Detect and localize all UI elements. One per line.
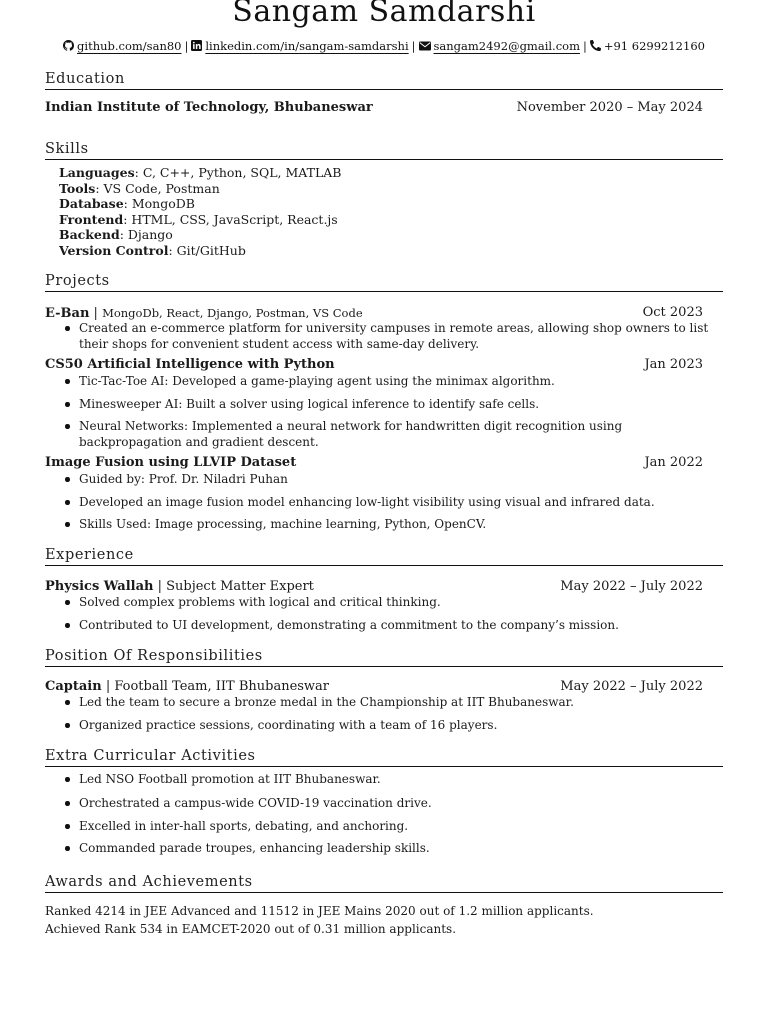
list-item: Led NSO Football promotion at IIT Bhubaneswar. bbox=[65, 771, 723, 787]
envelope-icon bbox=[419, 41, 431, 51]
projects-section bbox=[45, 272, 723, 292]
institution: Indian Institute of Technology, Bhubaneswar bbox=[45, 100, 373, 115]
contact-separator: | bbox=[411, 39, 416, 53]
project-tech: MongoDb, React, Django, Postman, VS Code bbox=[102, 306, 363, 320]
section-title: Skills bbox=[45, 140, 723, 160]
list-item: Excelled in inter-hall sports, debating, and anchoring. bbox=[65, 818, 723, 834]
section-title: Education bbox=[45, 70, 723, 90]
awards-section bbox=[45, 873, 723, 893]
list-item: Led the team to secure a bronze medal in the Championship at IIT Bhubaneswar. bbox=[65, 694, 723, 710]
project-name: Image Fusion using LLVIP Dataset bbox=[45, 455, 297, 470]
list-item: Commanded parade troupes, enhancing leadership skills. bbox=[65, 840, 723, 856]
experience-entry: Physics Wallah | Subject Matter Expert May 2022 – July 2022 bbox=[45, 579, 703, 594]
list-item: Tic-Tac-Toe AI: Developed a game-playing agent using the minimax algorithm. bbox=[65, 373, 723, 389]
list-item: Developed an image fusion model enhancing low-light visibility using visual and infrared data. bbox=[65, 494, 723, 510]
list-item: Organized practice sessions, coordinating with a team of 16 players. bbox=[65, 717, 723, 733]
section-title: Extra Curricular Activities bbox=[45, 747, 723, 767]
section-title: Experience bbox=[45, 546, 723, 566]
responsibilities-section bbox=[45, 647, 723, 667]
list-item: Skills Used: Image processing, machine learning, Python, OpenCV. bbox=[65, 516, 723, 532]
skill-line: Languages: C, C++, Python, SQL, MATLAB bbox=[59, 165, 342, 180]
award-line: Ranked 4214 in JEE Advanced and 11512 in JEE Mains 2020 out of 1.2 million applicants. bbox=[45, 904, 594, 918]
experience-section bbox=[45, 546, 723, 566]
education-entry bbox=[45, 100, 703, 116]
contact-separator: | bbox=[184, 39, 189, 53]
project-name: E-Ban bbox=[45, 306, 90, 321]
resume-page bbox=[45, 0, 723, 1024]
award-line: Achieved Rank 534 in EAMCET-2020 out of 0.31 million applicants. bbox=[45, 922, 457, 936]
project-date: Jan 2023 bbox=[644, 357, 703, 372]
extracurricular-section bbox=[45, 747, 723, 767]
project-heading bbox=[45, 357, 703, 373]
skills-section bbox=[45, 140, 723, 160]
project-heading bbox=[45, 455, 703, 471]
linkedin-icon bbox=[191, 40, 202, 51]
responsibility-entry: Captain | Football Team, IIT Bhubaneswar May 2022 – July 2022 bbox=[45, 679, 703, 694]
phone-icon bbox=[590, 40, 601, 51]
education-section bbox=[45, 70, 723, 90]
contact-separator: | bbox=[582, 39, 587, 53]
list-item: Created an e-commerce platform for university campuses in remote areas, allowing shop owners to list their shops for convenient student access with same-day delivery. bbox=[65, 320, 723, 352]
candidate-name: Sangam Samdarshi bbox=[232, 0, 536, 29]
skill-line: Tools: VS Code, Postman bbox=[59, 180, 220, 196]
project-name: CS50 Artificial Intelligence with Python bbox=[45, 357, 335, 372]
experience-dates: May 2022 – July 2022 bbox=[560, 579, 703, 594]
project-date: Oct 2023 bbox=[642, 305, 703, 320]
list-item: Orchestrated a campus-wide COVID-19 vaccination drive. bbox=[65, 795, 723, 811]
project-heading: E-Ban | MongoDb, React, Django, Postman, VS Code Oct 2023 bbox=[45, 305, 703, 321]
list-item: Contributed to UI development, demonstrating a commitment to the company’s mission. bbox=[65, 617, 723, 633]
responsibility-dates: May 2022 – July 2022 bbox=[560, 679, 703, 694]
project-date: Jan 2022 bbox=[644, 455, 703, 470]
skill-line: Version Control: Git/GitHub bbox=[59, 242, 246, 258]
email-link[interactable]: sangam2492@gmail.com bbox=[433, 39, 580, 53]
list-item: Solved complex problems with logical and critical thinking. bbox=[65, 594, 723, 610]
job-role: Subject Matter Expert bbox=[166, 579, 314, 594]
linkedin-link[interactable]: linkedin.com/in/sangam-samdarshi bbox=[205, 39, 409, 53]
section-title: Projects bbox=[45, 272, 723, 292]
section-title: Awards and Achievements bbox=[45, 873, 723, 893]
phone-number: +91 6299212160 bbox=[603, 39, 705, 53]
section-title: Position Of Responsibilities bbox=[45, 647, 723, 667]
list-item: Minesweeper AI: Built a solver using logical inference to identify safe cells. bbox=[65, 396, 723, 412]
skill-line: Backend: Django bbox=[59, 227, 173, 242]
list-item: Guided by: Prof. Dr. Niladri Puhan bbox=[65, 471, 723, 487]
education-dates: November 2020 – May 2024 bbox=[516, 100, 703, 115]
position-org: Football Team, IIT Bhubaneswar bbox=[114, 679, 330, 694]
position-role: Captain bbox=[45, 679, 102, 694]
contact-line bbox=[45, 38, 723, 54]
list-item: Neural Networks: Implemented a neural network for handwritten digit recognition using backpropagation and gradient descent. bbox=[65, 418, 723, 450]
skill-line: Frontend: HTML, CSS, JavaScript, React.js bbox=[59, 211, 338, 227]
employer: Physics Wallah bbox=[45, 579, 154, 594]
github-icon bbox=[63, 40, 74, 51]
skill-line: Database: MongoDB bbox=[59, 196, 195, 211]
github-link[interactable]: github.com/san80 bbox=[77, 39, 182, 53]
